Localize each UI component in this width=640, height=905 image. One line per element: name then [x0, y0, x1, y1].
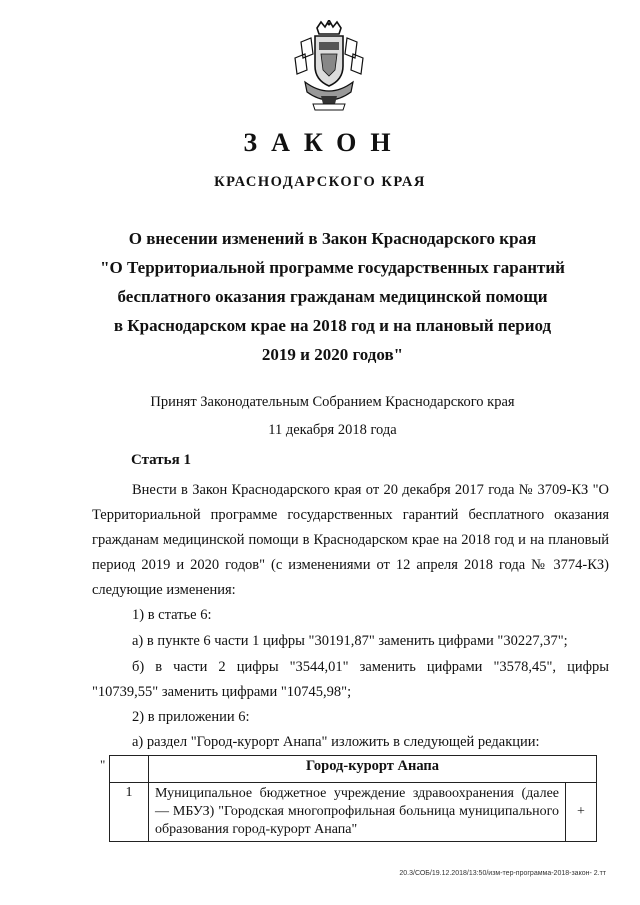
table-quote-mark: " — [100, 757, 106, 772]
table-row-number: 1 — [110, 783, 149, 842]
law-heading-line: О внесении изменений в Закон Краснодарского края — [128, 229, 537, 248]
table-header-empty-cell — [110, 756, 149, 783]
item-1: 1) в статье 6: — [132, 607, 212, 623]
file-stamp: 20.3/СОБ/19.12.2018/13:50/изм-тер-программа-2018-закон- 2.тт — [399, 870, 606, 877]
article-label: Статья 1 — [131, 452, 191, 468]
law-heading-line: "О Территориальной программе государственных гарантий — [100, 258, 565, 277]
law-heading-line: 2019 и 2020 годов" — [261, 345, 404, 364]
table-header-row — [110, 756, 597, 783]
document-title: ЗАКОН — [243, 128, 405, 157]
item-2a: а) раздел "Город-курорт Анапа" изложить в следующей редакции: — [132, 734, 540, 750]
adoption-date: 11 декабря 2018 года — [268, 422, 397, 438]
adoption-note — [80, 388, 585, 444]
adoption-body: Принят Законодательным Собранием Краснодарского края — [150, 394, 515, 410]
coat-of-arms-icon — [291, 20, 367, 112]
table-row-text: Муниципальное бюджетное учреждение здравоохранения (далее — МБУЗ) "Городская многопрофильная больница муниципального образования город-курорт Анапа" — [149, 783, 566, 842]
table-header-cell: Город-курорт Анапа — [149, 756, 597, 783]
table-row-mark: + — [566, 783, 597, 842]
law-heading — [80, 224, 585, 369]
document-subtitle: КРАСНОДАРСКОГО КРАЯ — [214, 174, 426, 190]
item-2: 2) в приложении 6: — [132, 709, 250, 725]
law-heading-line: в Краснодарском крае на 2018 год и на плановый период — [113, 316, 552, 335]
table-row — [110, 783, 597, 842]
amendment-table — [109, 755, 597, 842]
law-heading-line: бесплатного оказания гражданам медицинской помощи — [117, 287, 548, 306]
article-intro-paragraph: Внести в Закон Краснодарского края от 20 декабря 2017 года № 3709-КЗ "О Территориальной программе государственных гарантий бесплатного оказания гражданам медицинской помощи в Краснодарском крае на 2018 год и на плановый период 2019 и 2020 годов" (с изменениями от 12 апреля 2018 года № 3774-КЗ) следующие изменения: — [92, 482, 609, 598]
item-1b: б) в части 2 цифры "3544,01" заменить цифрами "3578,45", цифры "10739,55" заменить цифрами "10745,98"; — [92, 659, 609, 700]
item-1a: а) в пункте 6 части 1 цифры "30191,87" заменить цифрами "30227,37"; — [132, 633, 568, 649]
